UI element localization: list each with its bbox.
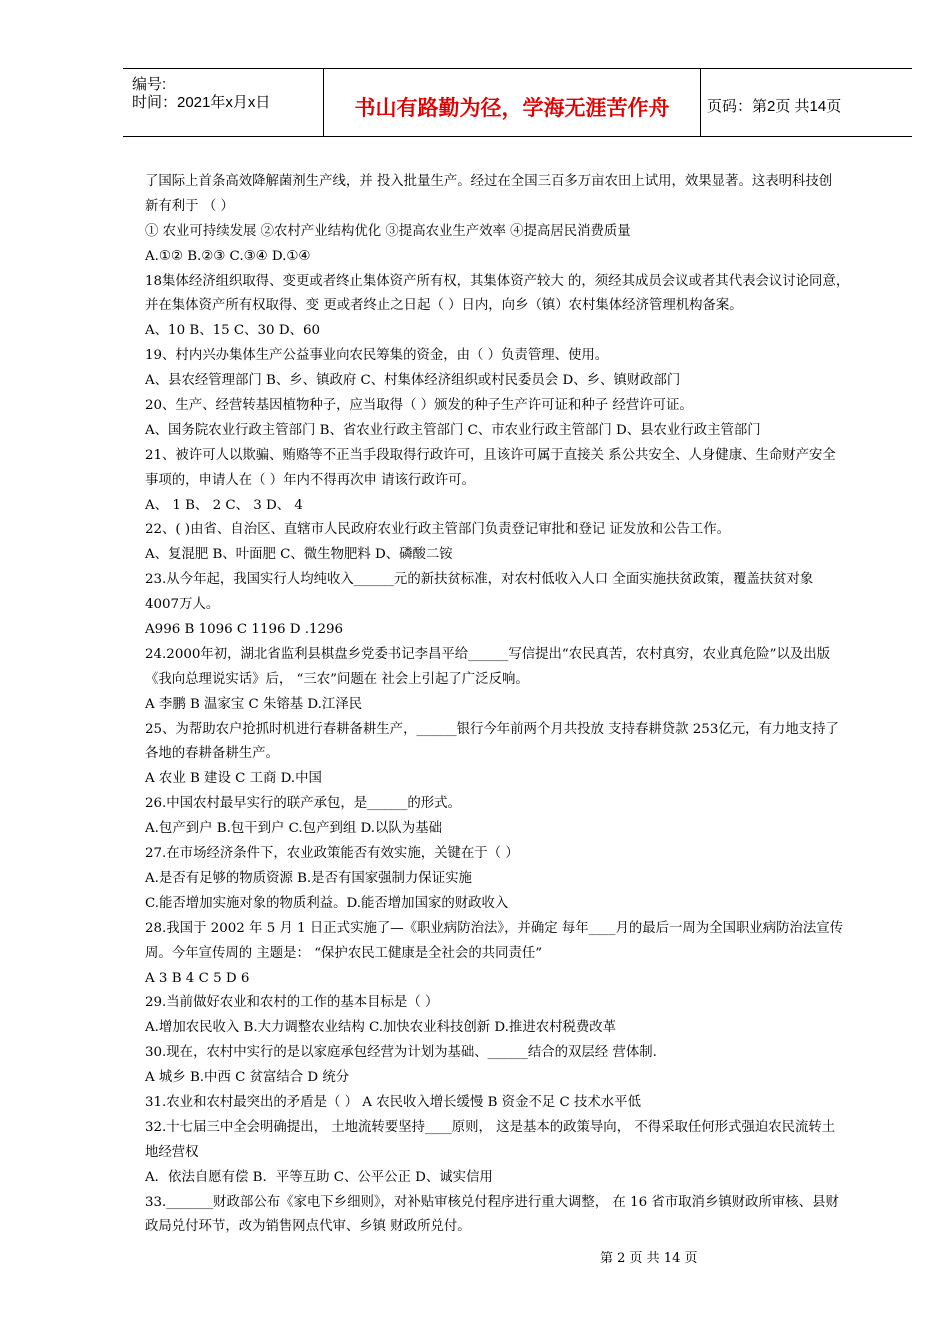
- page-header: [123, 68, 912, 137]
- text-line: 4007万人。: [145, 597, 220, 613]
- text-line: ① 农业可持续发展 ②农村产业结构优化 ③提高农业生产效率 ④提高居民消费质量: [145, 223, 631, 239]
- text-line: 20、生产、经营转基因植物种子，应当取得（ ）颁发的种子生产许可证和种子 经营许可证。: [145, 398, 693, 414]
- text-line: 18集体经济组织取得、变更或者终止集体资产所有权，其集体资产较大 的，须经其成员会议或者其代表会议讨论同意，: [145, 273, 850, 289]
- text-line: 周。今年宣传周的 主题是： “保护农民工健康是全社会的共同责任”: [145, 945, 543, 961]
- text-line: C.能否增加实施对象的物质利益。D.能否增加国家的财政收入: [145, 895, 509, 911]
- text-line: 32.十七届三中全会明确提出， 土地流转要坚持____原则， 这是基本的政策导向， 不得采取任何形式强迫农民流转土: [145, 1119, 836, 1135]
- text-line: A．依法自愿有偿 B．平等互助 C、公平公正 D、诚实信用: [145, 1169, 493, 1185]
- text-line: A996 B 1096 C 1196 D .1296: [145, 622, 344, 638]
- text-line: 政局兑付环节，改为销售网点代审、乡镇 财政所兑付。: [145, 1219, 471, 1235]
- time-label: 时间：2021年x月x日: [132, 94, 271, 111]
- header-page-cell: [700, 69, 912, 136]
- text-line: A.增加农民收入 B.大力调整农业结构 C.加快农业科技创新 D.推进农村税费改革: [145, 1020, 617, 1036]
- text-line: 19、村内兴办集体生产公益事业向农民筹集的资金，由（ ）负责管理、使用。: [145, 348, 609, 364]
- text-line: 各地的春耕备耕生产。: [145, 746, 279, 762]
- text-line: 21、被许可人以欺骗、贿赂等不正当手段取得行政许可，且该许可属于直接关 系公共安全、人身健康、生命财产安全: [145, 447, 836, 463]
- text-line: 24.2000年初，湖北省监利县棋盘乡党委书记李昌平给______写信提出“农民真苦，农村真穷，农业真危险”以及出版: [145, 646, 831, 662]
- header-meta-cell: [123, 69, 323, 136]
- text-line: 26.中国农村最早实行的联产承包，是______的形式。: [145, 796, 461, 812]
- text-line: 《我向总理说实话》后， “三农”问题在 社会上引起了广泛反响。: [145, 671, 529, 687]
- motto-text: 书山有路勤为径，学海无涯苦作舟: [354, 96, 670, 120]
- text-line: 事项的，申请人在（ ）年内不得再次申 请该行政许可。: [145, 472, 475, 488]
- document-body: [145, 170, 893, 1240]
- text-line: A 3 B 4 C 5 D 6: [145, 970, 250, 986]
- text-line: 30.现在，农村中实行的是以家庭承包经营为计划为基础、______结合的双层经 营体制.: [145, 1045, 657, 1061]
- text-line: A.①② B.②③ C.③④ D.①④: [145, 248, 311, 264]
- serial-label: 编号:: [132, 76, 167, 93]
- text-line: A、国务院农业行政主管部门 B、省农业行政主管部门 C、市农业行政主管部门 D、县农业行政主管部门: [145, 422, 761, 438]
- text-line: A 农业 B 建设 C 工商 D.中国: [145, 771, 322, 787]
- text-line: 28.我国于 2002 年 5 月 1 日正式实施了—《职业病防治法》，并确定 每年____月的最后一周为全国职业病防治法宣传: [145, 920, 844, 936]
- page-code: 页码：第2页 共14页: [707, 98, 842, 115]
- text-line: 了国际上首条高效降解菌剂生产线，并 投入批量生产。经过在全国三百多万亩农田上试用，效果显著。这表明科技创: [145, 174, 833, 189]
- text-line: A.包产到户 B.包干到户 C.包产到组 D.以队为基础: [145, 821, 442, 837]
- header-motto-cell: [323, 69, 701, 136]
- text-line: A.是否有足够的物质资源 B.是否有国家强制力保证实施: [145, 870, 472, 886]
- text-line: 新有利于 （ ）: [145, 198, 234, 214]
- text-line: 29.当前做好农业和农村的工作的基本目标是（ ）: [145, 995, 439, 1011]
- text-line: A、复混肥 B、叶面肥 C、微生物肥料 D、磷酸二铵: [145, 547, 453, 563]
- text-line: 31.农业和农村最突出的矛盾是（ ） A 农民收入增长缓慢 B 资金不足 C 技术水平低: [145, 1094, 641, 1110]
- text-line: 23.从今年起，我国实行人均纯收入______元的新扶贫标准，对农村低收入人口 全面实施扶贫政策，覆盖扶贫对象: [145, 572, 814, 588]
- text-line: 25、为帮助农户抢抓时机进行春耕备耕生产，______银行今年前两个月共投放 支持春耕贷款 253亿元，有力地支持了: [145, 721, 839, 737]
- text-line: A 城乡 B.中西 C 贫富结合 D 统分: [145, 1070, 350, 1086]
- text-line: A 李鹏 B 温家宝 C 朱镕基 D.江泽民: [145, 696, 363, 712]
- text-line: A、县农经管理部门 B、乡、镇政府 C、村集体经济组织或村民委员会 D、乡、镇财政部门: [145, 373, 681, 389]
- text-line: 27.在市场经济条件下，农业政策能否有效实施，关键在于（ ）: [145, 846, 519, 862]
- text-line: A、 1 B、 2 C、 3 D、 4: [145, 497, 303, 513]
- text-line: 并在集体资产所有权取得、变 更或者终止之日起（ ）日内，向乡（镇）农村集体经济管理机构备案。: [145, 298, 743, 314]
- text-line: 地经营权: [145, 1144, 199, 1160]
- text-line: 33._______财政部公布《家电下乡细则》，对补贴审核兑付程序进行重大调整， 在 16 省市取消乡镇财政所审核、县财: [145, 1194, 839, 1210]
- text-line: 22、( )由省、自治区、直辖市人民政府农业行政主管部门负责登记审批和登记 证发放和公告工作。: [145, 522, 731, 538]
- text-line: A、10 B、15 C、30 D、60: [145, 323, 320, 339]
- page-footer: 第 2 页 共 14 页: [600, 1251, 698, 1266]
